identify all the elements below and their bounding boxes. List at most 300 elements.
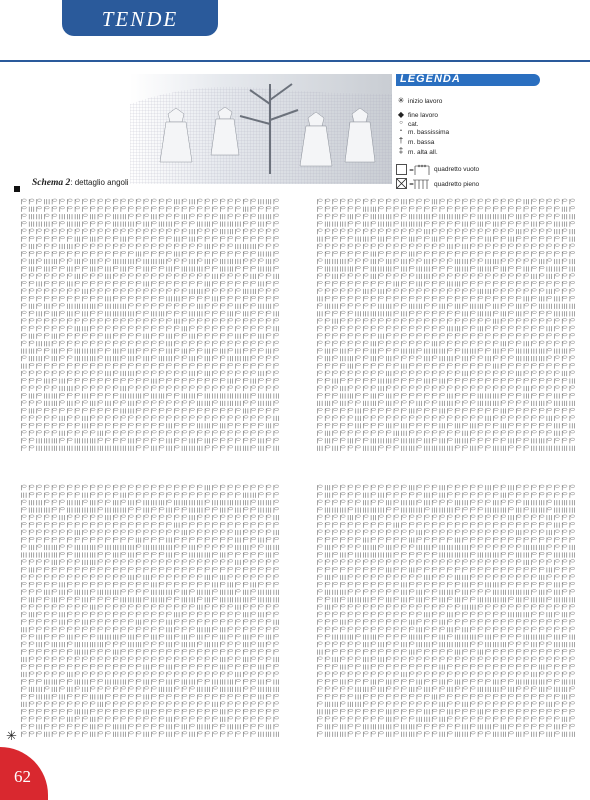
chain-stitch <box>275 356 279 358</box>
chain-stitch <box>137 672 141 674</box>
chain-stitch <box>99 386 103 388</box>
chain-stitch <box>471 356 475 358</box>
chain-stitch <box>244 251 248 253</box>
chain-stitch <box>410 717 414 719</box>
chain-stitch <box>479 341 483 343</box>
chain-stitch <box>198 612 202 614</box>
chain-stitch <box>244 560 248 562</box>
chain-stitch <box>122 612 126 614</box>
chain-stitch <box>395 732 399 734</box>
chain-stitch <box>252 537 256 539</box>
chain-stitch <box>356 363 360 365</box>
chain-stitch <box>129 326 133 328</box>
chain-stitch <box>145 378 149 380</box>
chain-stitch <box>190 349 194 351</box>
chain-stitch <box>221 620 225 622</box>
chain-stitch <box>341 709 345 711</box>
chain-stitch <box>236 274 240 276</box>
chain-stitch <box>30 446 34 448</box>
chain-stitch <box>83 431 87 433</box>
chain-stitch <box>229 493 233 495</box>
chain-stitch <box>236 522 240 524</box>
chain-stitch <box>114 560 118 562</box>
chain-stitch <box>548 717 552 719</box>
chain-stitch <box>122 627 126 629</box>
chain-stitch <box>206 664 210 666</box>
chain-stitch <box>167 199 171 201</box>
chain-stitch <box>372 560 376 562</box>
chain-stitch <box>571 575 575 577</box>
chain-stitch <box>532 363 536 365</box>
chain-stitch <box>30 423 34 425</box>
chain-stitch <box>433 371 437 373</box>
chain-stitch <box>198 537 202 539</box>
chain-stitch <box>456 229 460 231</box>
chain-stitch <box>372 687 376 689</box>
chain-stitch <box>349 545 353 547</box>
chain-stitch <box>259 431 263 433</box>
chain-stitch <box>333 416 337 418</box>
chain-stitch <box>267 311 271 313</box>
chain-stitch <box>563 408 567 410</box>
chain-stitch <box>463 326 467 328</box>
chain-stitch <box>479 694 483 696</box>
chain-stitch <box>275 229 279 231</box>
chain-stitch <box>137 207 141 209</box>
chain-stitch <box>509 281 513 283</box>
chain-stitch <box>563 560 567 562</box>
chain-stitch <box>37 545 41 547</box>
chain-stitch <box>137 567 141 569</box>
chain-stitch <box>175 356 179 358</box>
chain-stitch <box>540 522 544 524</box>
chain-stitch <box>206 274 210 276</box>
chain-stitch <box>456 724 460 726</box>
legend-chain-label: cat. <box>408 121 419 128</box>
chain-stitch <box>129 266 133 268</box>
chain-stitch <box>486 649 490 651</box>
chain-stitch <box>486 627 490 629</box>
chain-stitch <box>517 236 521 238</box>
chain-stitch <box>486 319 490 321</box>
chain-stitch <box>206 657 210 659</box>
chain-stitch <box>114 717 118 719</box>
chain-stitch <box>479 508 483 510</box>
chain-stitch <box>318 199 322 201</box>
chain-stitch <box>571 657 575 659</box>
chain-stitch <box>548 552 552 554</box>
chain-stitch <box>60 724 64 726</box>
chain-stitch <box>471 530 475 532</box>
chain-stitch <box>213 635 217 637</box>
chain-stitch <box>83 702 87 704</box>
chain-stitch <box>244 214 248 216</box>
chain-stitch <box>259 207 263 209</box>
chain-stitch <box>456 522 460 524</box>
chain-stitch <box>448 679 452 681</box>
chain-stitch <box>160 582 164 584</box>
chain-stitch <box>68 582 72 584</box>
chain-stitch <box>129 627 133 629</box>
chain-stitch <box>395 575 399 577</box>
chain-stitch <box>318 500 322 502</box>
chain-stitch <box>229 431 233 433</box>
chain-stitch <box>30 311 34 313</box>
chain-stitch <box>175 664 179 666</box>
chain-stitch <box>479 431 483 433</box>
chain-stitch <box>387 236 391 238</box>
chain-stitch <box>502 657 506 659</box>
chain-stitch <box>349 530 353 532</box>
chain-stitch <box>356 612 360 614</box>
chain-stitch <box>267 319 271 321</box>
chain-stitch <box>45 627 49 629</box>
chain-stitch <box>364 560 368 562</box>
chain-stitch <box>68 296 72 298</box>
chain-stitch <box>145 274 149 276</box>
chain-stitch <box>326 620 330 622</box>
chain-stitch <box>259 341 263 343</box>
chain-stitch <box>252 207 256 209</box>
chain-stitch <box>60 266 64 268</box>
chain-stitch <box>341 545 345 547</box>
chain-stitch <box>259 423 263 425</box>
chain-stitch <box>213 508 217 510</box>
chain-stitch <box>229 649 233 651</box>
chain-stitch <box>333 537 337 539</box>
chain-stitch <box>190 319 194 321</box>
chain-stitch <box>183 575 187 577</box>
chain-stitch <box>213 732 217 734</box>
chain-stitch <box>60 679 64 681</box>
chain-stitch <box>22 709 26 711</box>
schema-subtitle: : dettaglio angoli <box>70 178 129 187</box>
chain-stitch <box>244 341 248 343</box>
chain-stitch <box>160 304 164 306</box>
chain-stitch <box>68 493 72 495</box>
chain-stitch <box>213 319 217 321</box>
chain-stitch <box>37 334 41 336</box>
chain-stitch <box>129 319 133 321</box>
chain-stitch <box>213 341 217 343</box>
chain-stitch <box>333 438 337 440</box>
chain-stitch <box>198 281 202 283</box>
chain-stitch <box>183 311 187 313</box>
chain-stitch <box>425 679 429 681</box>
chain-stitch <box>53 244 57 246</box>
chain-stitch <box>252 605 256 607</box>
chain-stitch <box>259 259 263 261</box>
chain-stitch <box>326 296 330 298</box>
chain-stitch <box>53 493 57 495</box>
chain-stitch <box>372 485 376 487</box>
chain-stitch <box>571 207 575 209</box>
chain-stitch <box>418 687 422 689</box>
chain-stitch <box>486 575 490 577</box>
chain-stitch <box>364 423 368 425</box>
chain-stitch <box>349 446 353 448</box>
chain-stitch <box>326 642 330 644</box>
chain-stitch <box>198 296 202 298</box>
chain-stitch <box>175 334 179 336</box>
chain-stitch <box>486 717 490 719</box>
chain-stitch <box>486 590 490 592</box>
chain-stitch <box>410 319 414 321</box>
chain-stitch <box>456 515 460 517</box>
chain-stitch <box>532 326 536 328</box>
chain-stitch <box>221 582 225 584</box>
chain-stitch <box>356 717 360 719</box>
chain-stitch <box>372 709 376 711</box>
chain-stitch <box>502 304 506 306</box>
chain-stitch <box>175 605 179 607</box>
chain-stitch <box>267 709 271 711</box>
chain-stitch <box>122 522 126 524</box>
chain-stitch <box>494 251 498 253</box>
chain-stitch <box>252 363 256 365</box>
chain-stitch <box>60 493 64 495</box>
chain-stitch <box>333 371 337 373</box>
chain-stitch <box>463 620 467 622</box>
chain-stitch <box>183 702 187 704</box>
chain-stitch <box>517 672 521 674</box>
chain-stitch <box>60 649 64 651</box>
chain-stitch <box>259 582 263 584</box>
chain-stitch <box>349 222 353 224</box>
chain-stitch <box>206 732 210 734</box>
chain-stitch <box>160 251 164 253</box>
chain-stitch <box>540 649 544 651</box>
chain-stitch <box>252 530 256 532</box>
chain-stitch <box>259 545 263 547</box>
chain-stitch <box>425 508 429 510</box>
chain-stitch <box>152 363 156 365</box>
chain-stitch <box>190 408 194 410</box>
chain-stitch <box>571 702 575 704</box>
chain-stitch <box>145 199 149 201</box>
chain-stitch <box>494 199 498 201</box>
chain-stitch <box>494 635 498 637</box>
chain-stitch <box>122 485 126 487</box>
chain-stitch <box>471 552 475 554</box>
chain-stitch <box>502 416 506 418</box>
chain-stitch <box>349 408 353 410</box>
chain-stitch <box>45 326 49 328</box>
chain-stitch <box>53 627 57 629</box>
chain-stitch <box>372 289 376 291</box>
chain-stitch <box>145 326 149 328</box>
chain-stitch <box>30 522 34 524</box>
chain-stitch <box>213 266 217 268</box>
chain-stitch <box>471 289 475 291</box>
chain-stitch <box>364 717 368 719</box>
chain-stitch <box>60 222 64 224</box>
chain-stitch <box>267 493 271 495</box>
chain-stitch <box>486 229 490 231</box>
chain-stitch <box>175 401 179 403</box>
chain-stitch <box>137 627 141 629</box>
chain-stitch <box>129 694 133 696</box>
chain-stitch <box>532 612 536 614</box>
chain-stitch <box>122 274 126 276</box>
chain-stitch <box>494 515 498 517</box>
chain-stitch <box>326 363 330 365</box>
chain-stitch <box>471 702 475 704</box>
chain-stitch <box>425 334 429 336</box>
chain-stitch <box>410 229 414 231</box>
chain-stitch <box>372 236 376 238</box>
chain-stitch <box>167 408 171 410</box>
chain-stitch <box>402 393 406 395</box>
chain-stitch <box>418 567 422 569</box>
chain-stitch <box>83 408 87 410</box>
chain-stitch <box>275 500 279 502</box>
chain-stitch <box>267 244 271 246</box>
chain-stitch <box>387 319 391 321</box>
chain-stitch <box>532 244 536 246</box>
chain-stitch <box>372 575 376 577</box>
chain-stitch <box>318 552 322 554</box>
chain-stitch <box>517 605 521 607</box>
chain-stitch <box>122 575 126 577</box>
chain-stitch <box>402 304 406 306</box>
chain-stitch <box>99 522 103 524</box>
chain-stitch <box>555 605 559 607</box>
chain-stitch <box>167 522 171 524</box>
chain-stitch <box>221 274 225 276</box>
chain-stitch <box>160 289 164 291</box>
chain-stitch <box>236 620 240 622</box>
chain-stitch <box>259 709 263 711</box>
chain-stitch <box>122 207 126 209</box>
chain-stitch <box>318 356 322 358</box>
chain-stitch <box>410 386 414 388</box>
chain-stitch <box>448 500 452 502</box>
chain-stitch <box>525 244 529 246</box>
chain-stitch <box>540 207 544 209</box>
chain-stitch <box>418 236 422 238</box>
chain-stitch <box>356 326 360 328</box>
chain-stitch <box>30 274 34 276</box>
chain-stitch <box>425 423 429 425</box>
chain-stitch <box>517 567 521 569</box>
chain-stitch <box>479 672 483 674</box>
chain-stitch <box>83 378 87 380</box>
chain-stitch <box>486 274 490 276</box>
chain-stitch <box>22 620 26 622</box>
chain-stitch <box>175 371 179 373</box>
chain-stitch <box>326 627 330 629</box>
chain-stitch <box>145 672 149 674</box>
chain-stitch <box>563 582 567 584</box>
chain-stitch <box>129 530 133 532</box>
chain-stitch <box>213 709 217 711</box>
chain-stitch <box>525 657 529 659</box>
chain-stitch <box>402 229 406 231</box>
chain-stitch <box>341 657 345 659</box>
chain-stitch <box>387 274 391 276</box>
chain-stitch <box>364 582 368 584</box>
chain-stitch <box>244 649 248 651</box>
chain-stitch <box>99 679 103 681</box>
chain-stitch <box>183 259 187 261</box>
chain-stitch <box>60 251 64 253</box>
chain-stitch <box>364 371 368 373</box>
chain-stitch <box>471 431 475 433</box>
chain-stitch <box>532 266 536 268</box>
chain-stitch <box>229 304 233 306</box>
chain-stitch <box>402 296 406 298</box>
chain-stitch <box>91 612 95 614</box>
chain-stitch <box>494 620 498 622</box>
chain-stitch <box>213 363 217 365</box>
chain-stitch <box>213 545 217 547</box>
chain-stitch <box>190 274 194 276</box>
chain-stitch <box>402 567 406 569</box>
chain-stitch <box>364 649 368 651</box>
chain-stitch <box>563 672 567 674</box>
chain-stitch <box>479 296 483 298</box>
chain-stitch <box>137 416 141 418</box>
chain-stitch <box>99 537 103 539</box>
chain-stitch <box>30 493 34 495</box>
chain-stitch <box>517 401 521 403</box>
chain-stitch <box>175 485 179 487</box>
chain-stitch <box>525 363 529 365</box>
chain-stitch <box>45 642 49 644</box>
chain-stitch <box>30 627 34 629</box>
chain-stitch <box>91 334 95 336</box>
chain-stitch <box>333 530 337 532</box>
chain-stitch <box>525 642 529 644</box>
chain-stitch <box>395 326 399 328</box>
chain-stitch <box>252 515 256 517</box>
chain-stitch <box>167 274 171 276</box>
chain-stitch <box>425 537 429 539</box>
chain-stitch <box>114 702 118 704</box>
chain-stitch <box>395 259 399 261</box>
chain-stitch <box>463 717 467 719</box>
chain-stitch <box>198 575 202 577</box>
chain-stitch <box>206 709 210 711</box>
chain-stitch <box>532 560 536 562</box>
chain-stitch <box>129 605 133 607</box>
chain-stitch <box>571 582 575 584</box>
chain-stitch <box>540 319 544 321</box>
chain-stitch <box>167 393 171 395</box>
chain-stitch <box>229 251 233 253</box>
chain-stitch <box>137 378 141 380</box>
chain-stitch <box>183 694 187 696</box>
chain-stitch <box>395 649 399 651</box>
chain-stitch <box>494 612 498 614</box>
chain-stitch <box>418 207 422 209</box>
chain-stitch <box>341 214 345 216</box>
chain-stitch <box>471 363 475 365</box>
chain-stitch <box>463 319 467 321</box>
chain-stitch <box>402 560 406 562</box>
chain-stitch <box>509 401 513 403</box>
chain-stitch <box>349 304 353 306</box>
chain-stitch <box>206 378 210 380</box>
chain-stitch <box>198 431 202 433</box>
chain-stitch <box>563 724 567 726</box>
chain-stitch <box>259 493 263 495</box>
chain-stitch <box>525 289 529 291</box>
chain-stitch <box>318 664 322 666</box>
chain-stitch <box>45 612 49 614</box>
chain-stitch <box>372 649 376 651</box>
